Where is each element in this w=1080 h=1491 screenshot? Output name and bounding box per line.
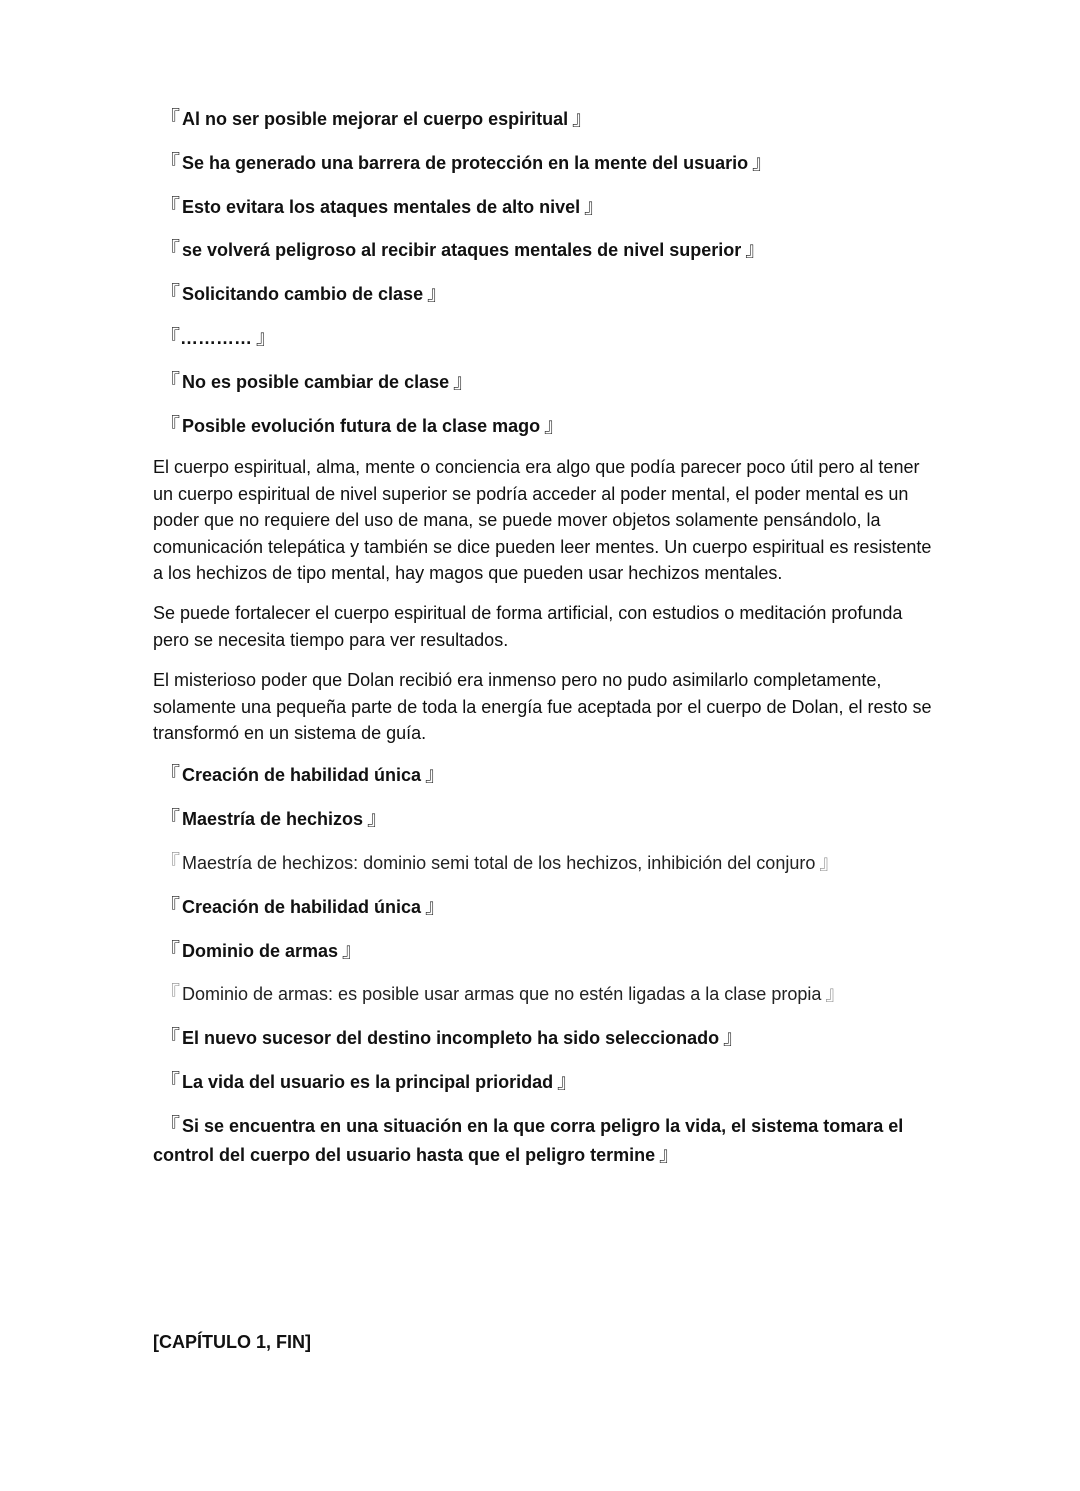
system-message: 『 Se ha generado una barrera de protección en la mente del usuario 』 bbox=[160, 149, 773, 174]
system-message: 『 se volverá peligroso al recibir ataques mentales de nivel superior 』 bbox=[160, 237, 766, 262]
system-message: 『 Esto evitara los ataques mentales de alto nivel 』 bbox=[160, 193, 605, 218]
narrative-paragraph: El misterioso poder que Dolan recibió era inmenso pero no pudo asimilarlo completamente, solamente una pequeña parte de toda la energía fue aceptada por el cuerpo de Dolan, el resto se transformó en un sistema de guía. bbox=[153, 670, 932, 744]
system-message: 『 La vida del usuario es la principal prioridad 』 bbox=[160, 1069, 578, 1094]
skill-description: 『 Dominio de armas: es posible usar armas que no estén ligadas a la clase propia 』 bbox=[160, 981, 846, 1006]
document-body bbox=[153, 104, 933, 1184]
system-message: 『 No es posible cambiar de clase 』 bbox=[160, 368, 474, 393]
skill-description: 『 Maestría de hechizos: dominio semi total de los hechizos, inhibición del conjuro 』 bbox=[160, 850, 840, 875]
system-message: 『 Dominio de armas 』 bbox=[160, 937, 363, 962]
chapter-end-marker: [CAPÍTULO 1, FIN] bbox=[153, 1332, 311, 1352]
narrative-paragraph: El cuerpo espiritual, alma, mente o conciencia era algo que podía parecer poco útil pero al tener un cuerpo espiritual de nivel superior se podría acceder al poder mental, el poder mental es un poder que no requiere del uso de mana, se puede mover objetos solamente pensándolo, la comunicación telepática y también se dice pueden leer mentes. Un cuerpo espiritual es resistente a los hechizos de tipo mental, hay magos que pueden usar hechizos mentales. bbox=[153, 457, 932, 583]
system-message: 『 El nuevo sucesor del destino incompleto ha sido seleccionado 』 bbox=[160, 1025, 744, 1050]
system-message: 『 Creación de habilidad única 』 bbox=[160, 762, 446, 787]
narrative-paragraph: Se puede fortalecer el cuerpo espiritual de forma artificial, con estudios o meditación profunda pero se necesita tiempo para ver resultados. bbox=[153, 603, 903, 650]
system-message: 『 Si se encuentra en una situación en la que corra peligro la vida, el sistema tomara el control del cuerpo del usuario hasta que el peligro termine 』 bbox=[153, 1112, 904, 1166]
system-message: 『 Solicitando cambio de clase 』 bbox=[160, 281, 448, 306]
system-message: 『………… 』 bbox=[160, 324, 276, 349]
system-message: 『 Al no ser posible mejorar el cuerpo espiritual 』 bbox=[160, 106, 593, 130]
system-message: 『 Maestría de hechizos 』 bbox=[160, 806, 388, 831]
system-message: 『 Creación de habilidad única 』 bbox=[160, 893, 446, 918]
system-message: 『 Posible evolución futura de la clase mago 』 bbox=[160, 412, 565, 437]
